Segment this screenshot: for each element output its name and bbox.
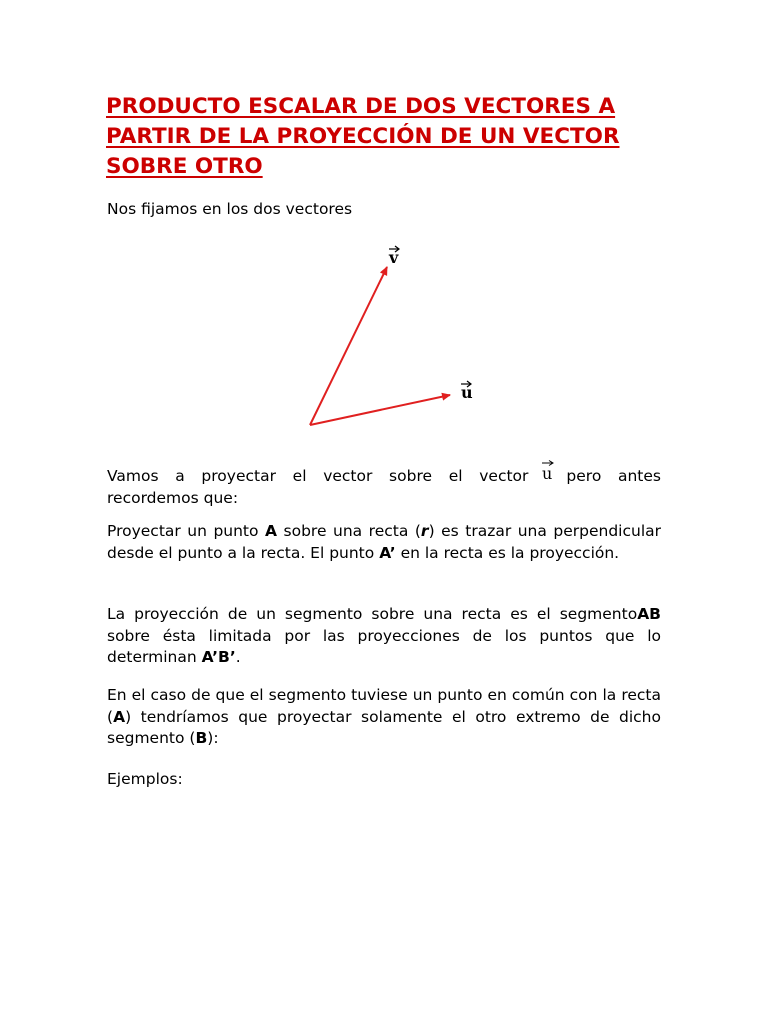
p4-text-c: ): <box>207 729 219 747</box>
paragraph-project-segment <box>107 604 661 669</box>
title-line-2: PARTIR DE LA PROYECCIÓN DE UN VECTOR <box>106 124 620 149</box>
vector-v-label: v <box>389 248 399 267</box>
intro-text: Nos fijamos en los dos vectores <box>107 200 353 218</box>
vector-u-arrow <box>310 395 450 425</box>
inline-vector-u <box>534 458 560 484</box>
point-B-ref: B <box>195 729 208 747</box>
p2-text-d: en la recta es la proyección. <box>395 543 620 562</box>
line-r: r <box>420 522 429 540</box>
vector-u-label: u <box>461 383 473 402</box>
p3-text-c: . <box>235 648 241 666</box>
paragraph-common-point <box>107 685 661 750</box>
p1-text-b: pero antes recordemos que: <box>107 467 661 507</box>
p3-text-b: sobre ésta limitada por las proyecciones de los puntos que lo determinan <box>107 626 661 666</box>
paragraph-project-vector <box>107 458 661 509</box>
vectors-figure <box>295 235 495 435</box>
point-A-prime: A’ <box>379 543 396 562</box>
segment-AB-prime: A’B’ <box>201 648 236 666</box>
paragraph-project-point <box>107 521 661 564</box>
p2-text-b: sobre una recta ( <box>277 522 421 540</box>
inline-vector-u-letter: u <box>542 464 553 483</box>
title-line-3: SOBRE OTRO <box>106 154 263 179</box>
point-A-ref: A <box>113 707 126 726</box>
page-title <box>106 92 706 182</box>
examples-heading: Ejemplos: <box>107 770 183 788</box>
vector-v-arrow <box>310 267 387 425</box>
p3-text-a: La proyección de un segmento sobre una recta es el segmento <box>107 605 638 623</box>
point-A: A <box>265 522 278 540</box>
p2-text-c: ) es trazar una perpendicular desde el punto a la recta. El punto <box>107 522 661 562</box>
title-line-1: PRODUCTO ESCALAR DE DOS VECTORES A <box>106 94 616 119</box>
p4-text-a: En el caso de que el segmento tuviese un punto en común con la recta ( <box>107 686 661 726</box>
p1-text-a: Vamos a proyectar el vector sobre el vector <box>107 467 529 485</box>
p4-text-b: ) tendríamos que proyectar solamente el otro extremo de dicho segmento ( <box>107 707 661 747</box>
p2-text-a: Proyectar un punto <box>107 522 266 540</box>
segment-AB: AB <box>637 605 661 623</box>
